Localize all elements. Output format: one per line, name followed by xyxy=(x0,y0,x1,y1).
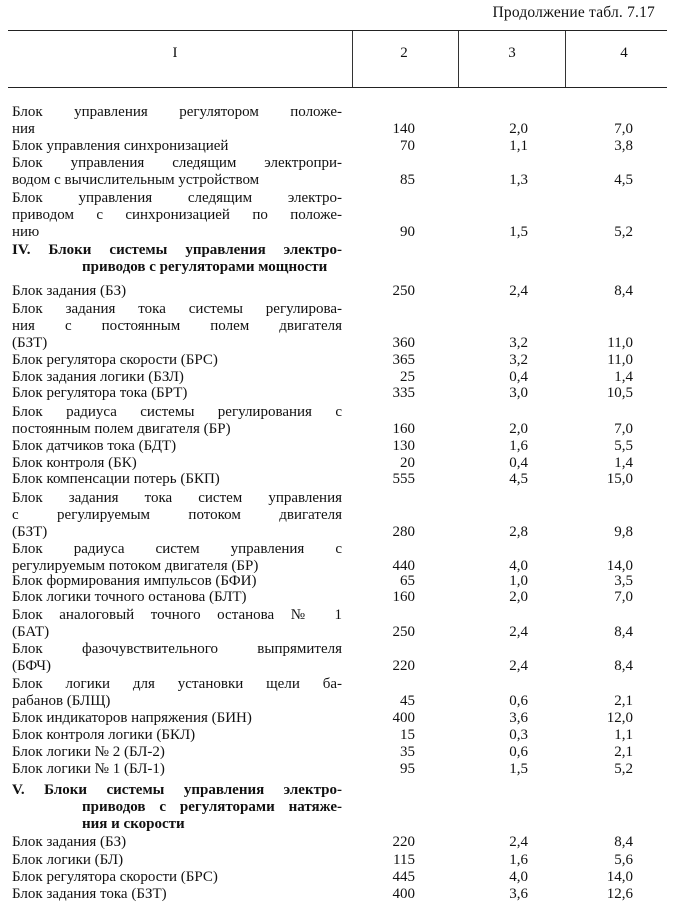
col-2-value: 220 xyxy=(392,658,415,675)
block-name xyxy=(12,710,342,727)
col-4-value: 5,6 xyxy=(614,852,633,868)
name-line: Блок логики № 2 (БЛ-2) xyxy=(12,744,165,760)
block-name xyxy=(12,352,342,369)
col-2-value: 130 xyxy=(392,438,415,454)
col-4-value: 12,0 xyxy=(606,710,633,726)
col-4-value: 1,4 xyxy=(614,369,633,385)
col-2-value: 15 xyxy=(400,727,415,743)
col-4-value: 8,4 xyxy=(614,283,633,299)
col-4-value: 11,0 xyxy=(607,335,633,352)
col-4-value: 9,8 xyxy=(614,524,633,541)
col-4-value: 11,0 xyxy=(607,352,633,368)
block-name xyxy=(12,369,342,386)
block-name xyxy=(12,607,342,641)
col-2-value: 445 xyxy=(392,869,415,885)
col-3-value: 1,1 xyxy=(509,138,528,154)
col-4-value: 1,1 xyxy=(614,727,633,743)
block-name xyxy=(12,385,342,402)
name-line: Блок задания тока системы регулирова- xyxy=(12,301,342,317)
name-line: Блок регулятора скорости (БРС) xyxy=(12,869,218,885)
col-4-value: 14,0 xyxy=(606,869,633,885)
col-3-value: 1,6 xyxy=(509,438,528,454)
name-line: Блок управления регулятором положе- xyxy=(12,104,342,120)
name-line: (БЗТ) xyxy=(12,524,48,541)
name-line: постоянным полем двигателя (БР) xyxy=(12,421,231,438)
col-2-value: 400 xyxy=(392,886,415,902)
col-4-value: 2,1 xyxy=(614,744,633,760)
name-line: приводов с регуляторами мощности xyxy=(82,259,328,276)
name-line: (БФЧ) xyxy=(12,658,52,675)
name-line: Блок контроля логики (БКЛ) xyxy=(12,727,196,743)
name-line: Блок логики № 1 (БЛ-1) xyxy=(12,761,165,777)
name-line: Блок логики для установки щели ба- xyxy=(12,676,342,692)
name-line: Блок регулятора тока (БРТ) xyxy=(12,385,188,401)
name-line: Блок управления следящим электропри- xyxy=(12,155,342,171)
col-2-value: 85 xyxy=(400,172,415,189)
col-2-value: 440 xyxy=(392,558,415,575)
col-3-value: 2,4 xyxy=(509,283,528,299)
col-4-value: 7,0 xyxy=(614,421,633,438)
block-name xyxy=(12,852,342,869)
col-2-value: 115 xyxy=(393,852,415,868)
col-4-value: 5,5 xyxy=(614,438,633,454)
col-4-value: 1,4 xyxy=(614,455,633,471)
col-3-value: 3,6 xyxy=(509,710,528,726)
name-line: Блок задания логики (БЗЛ) xyxy=(12,369,184,385)
name-line: водом с вычислительным устройством xyxy=(12,172,260,189)
header-col-2: 2 xyxy=(400,45,408,61)
name-line: приводов с регуляторами натяже- xyxy=(82,799,342,816)
col-4-value: 7,0 xyxy=(614,121,633,138)
col-4-value: 5,2 xyxy=(614,761,633,777)
block-name xyxy=(12,761,342,778)
name-line: ния xyxy=(12,121,35,138)
name-line: рабанов (БЛЩ) xyxy=(12,693,111,710)
section-title xyxy=(12,242,342,276)
col-2-value: 555 xyxy=(392,471,415,487)
block-name xyxy=(12,869,342,886)
name-line: IV. Блоки системы управления электро- xyxy=(12,242,342,258)
col-3-value: 2,0 xyxy=(509,589,528,605)
col-3-value: 0,6 xyxy=(509,744,528,760)
name-line: Блок задания (БЗ) xyxy=(12,283,127,299)
name-line: ния с постоянным полем двигателя xyxy=(12,318,342,335)
col-3-value: 2,4 xyxy=(509,624,528,641)
name-line: Блок задания тока (БЗТ) xyxy=(12,886,167,902)
col-3-value: 4,0 xyxy=(509,869,528,885)
col-2-value: 90 xyxy=(400,224,415,241)
col-2-value: 25 xyxy=(400,369,415,385)
block-name xyxy=(12,744,342,761)
col-2-value: 70 xyxy=(400,138,415,154)
name-line: Блок управления синхронизацией xyxy=(12,138,229,154)
header-col-4: 4 xyxy=(620,45,628,61)
col-2-value: 20 xyxy=(400,455,415,471)
col-3-value: 1,0 xyxy=(509,573,528,589)
col-2-value: 160 xyxy=(392,589,415,605)
col-3-value: 0,3 xyxy=(509,727,528,743)
col-4-value: 8,4 xyxy=(614,834,633,850)
name-line: Блок аналоговый точного останова № 1 xyxy=(12,607,342,623)
name-line: Блок индикаторов напряжения (БИН) xyxy=(12,710,252,726)
col-3-value: 2,0 xyxy=(509,121,528,138)
col-3-value: 2,0 xyxy=(509,421,528,438)
col-3-value: 3,6 xyxy=(509,886,528,902)
block-name xyxy=(12,541,342,575)
col-4-value: 12,6 xyxy=(606,886,633,902)
col-4-value: 2,1 xyxy=(614,693,633,710)
block-name xyxy=(12,641,342,675)
block-name xyxy=(12,589,342,606)
col-4-value: 3,8 xyxy=(614,138,633,154)
col-3-value: 0,4 xyxy=(509,369,528,385)
name-line: с регулируемым потоком двигателя xyxy=(12,507,342,524)
col-3-value: 4,5 xyxy=(509,471,528,487)
name-line: Блок задания тока систем управления xyxy=(12,490,342,506)
col-2-value: 220 xyxy=(392,834,415,850)
name-line: (БЗТ) xyxy=(12,335,48,352)
col-4-value: 3,5 xyxy=(614,573,633,589)
block-name xyxy=(12,834,342,851)
block-name xyxy=(12,283,342,300)
header-col-1: I xyxy=(172,45,178,61)
col-2-value: 250 xyxy=(392,624,415,641)
name-line: Блок контроля (БК) xyxy=(12,455,137,471)
col-4-value: 15,0 xyxy=(606,471,633,487)
col-3-value: 0,6 xyxy=(509,693,528,710)
col-4-value: 4,5 xyxy=(614,172,633,189)
col-2-value: 400 xyxy=(392,710,415,726)
name-line: V. Блоки системы управления электро- xyxy=(12,782,342,798)
col-3-value: 1,3 xyxy=(509,172,528,189)
col-3-value: 2,8 xyxy=(509,524,528,541)
name-line: Блок фазочувствительного выпрямителя xyxy=(12,641,342,657)
col-3-value: 3,0 xyxy=(509,385,528,401)
name-line: Блок радиуса систем управления с xyxy=(12,541,342,557)
name-line: ния и скорости xyxy=(82,816,185,833)
col-2-value: 140 xyxy=(392,121,415,138)
name-line: Блок датчиков тока (БДТ) xyxy=(12,438,177,454)
col-2-value: 35 xyxy=(400,744,415,760)
name-line: Блок регулятора скорости (БРС) xyxy=(12,352,218,368)
block-name xyxy=(12,155,342,189)
block-name xyxy=(12,490,342,542)
col-3-value: 2,4 xyxy=(509,834,528,850)
name-line: Блок управления следящим электро- xyxy=(12,190,342,206)
name-line: Блок логики точного останова (БЛТ) xyxy=(12,589,247,605)
col-2-value: 280 xyxy=(392,524,415,541)
col-2-value: 65 xyxy=(400,573,415,589)
col-2-value: 250 xyxy=(392,283,415,299)
name-line: регулируемым потоком двигателя (БР) xyxy=(12,558,259,575)
col-4-value: 5,2 xyxy=(614,224,633,241)
col-4-value: 8,4 xyxy=(614,624,633,641)
col-4-value: 8,4 xyxy=(614,658,633,675)
col-3-value: 3,2 xyxy=(509,352,528,368)
col-2-value: 360 xyxy=(392,335,415,352)
name-line: Блок формирования импульсов (БФИ) xyxy=(12,573,257,589)
block-name xyxy=(12,455,342,472)
col-3-value: 1,6 xyxy=(509,852,528,868)
col-4-value: 10,5 xyxy=(606,385,633,401)
name-line: приводом с синхронизацией по положе- xyxy=(12,207,342,224)
col-2-value: 160 xyxy=(392,421,415,438)
name-line: Блок логики (БЛ) xyxy=(12,852,124,868)
col-3-value: 1,5 xyxy=(509,224,528,241)
block-name xyxy=(12,104,342,138)
name-line: нию xyxy=(12,224,40,241)
header-col-3: 3 xyxy=(508,45,516,61)
block-name xyxy=(12,404,342,438)
name-line: Блок компенсации потерь (БКП) xyxy=(12,471,220,487)
block-name xyxy=(12,886,342,903)
block-name xyxy=(12,727,342,744)
col-3-value: 2,4 xyxy=(509,658,528,675)
block-name xyxy=(12,138,342,155)
block-name xyxy=(12,471,342,488)
col-3-value: 3,2 xyxy=(509,335,528,352)
col-3-value: 0,4 xyxy=(509,455,528,471)
col-2-value: 45 xyxy=(400,693,415,710)
col-4-value: 14,0 xyxy=(606,558,633,575)
col-2-value: 95 xyxy=(400,761,415,777)
col-2-value: 335 xyxy=(392,385,415,401)
section-title xyxy=(12,782,342,834)
col-3-value: 1,5 xyxy=(509,761,528,777)
block-name xyxy=(12,301,342,353)
col-4-value: 7,0 xyxy=(614,589,633,605)
col-3-value: 4,0 xyxy=(509,558,528,575)
block-name xyxy=(12,573,342,590)
block-name xyxy=(12,190,342,242)
block-name xyxy=(12,438,342,455)
col-2-value: 365 xyxy=(392,352,415,368)
name-line: (БАТ) xyxy=(12,624,50,641)
name-line: Блок радиуса системы регулирования с xyxy=(12,404,342,420)
block-name xyxy=(12,676,342,710)
name-line: Блок задания (БЗ) xyxy=(12,834,127,850)
table-caption: Продолжение табл. 7.17 xyxy=(492,4,655,21)
